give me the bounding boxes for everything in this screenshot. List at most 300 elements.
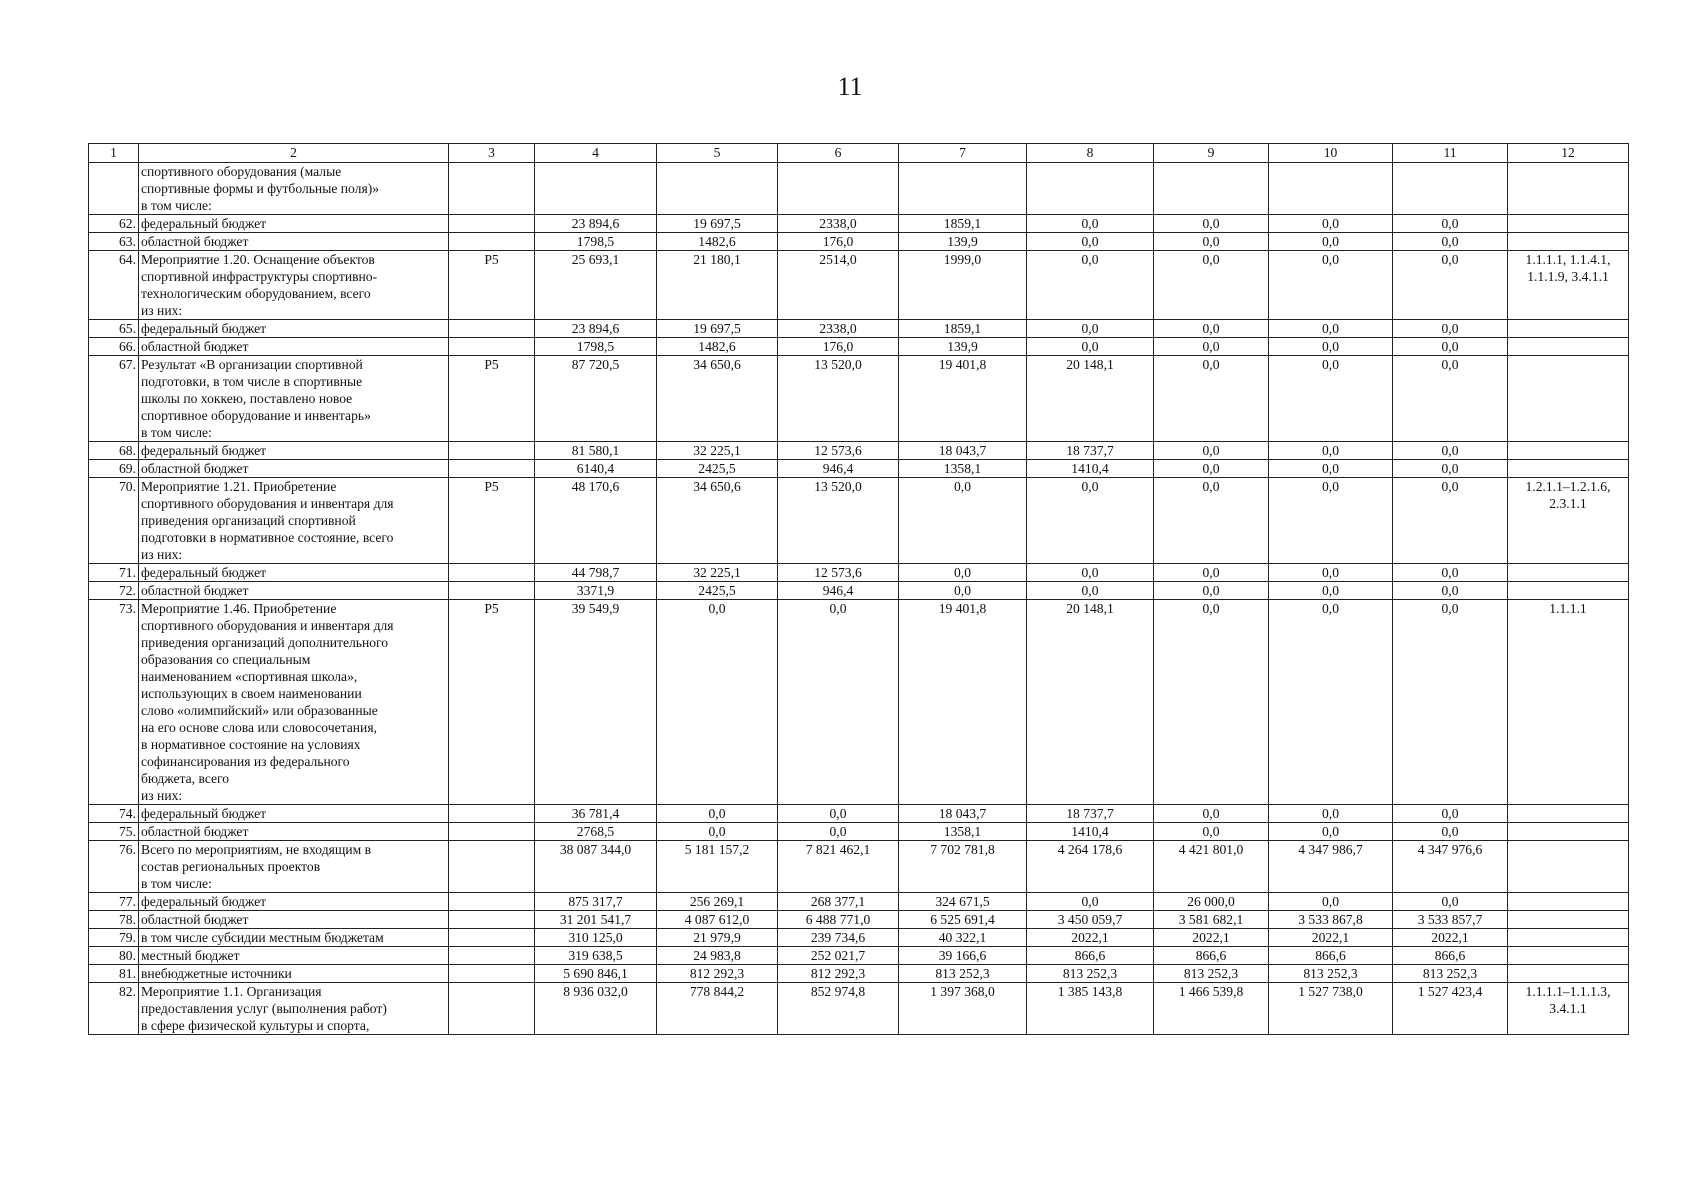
row-name-line: спортивного оборудования и инвентаря для <box>141 496 394 511</box>
row-name-line: в том числе: <box>141 876 212 891</box>
amount-cell: 1482,6 <box>657 233 778 251</box>
amount-cell: 0,0 <box>1154 600 1269 805</box>
target-indicators <box>1508 320 1629 338</box>
amount-cell: 6140,4 <box>535 460 657 478</box>
row-name-line: федеральный бюджет <box>141 565 267 580</box>
table-row <box>89 929 1629 947</box>
amount-cell: 39 166,6 <box>899 947 1027 965</box>
row-name <box>139 338 449 356</box>
amount-cell: 310 125,0 <box>535 929 657 947</box>
amount-cell <box>1027 163 1154 215</box>
row-name <box>139 564 449 582</box>
row-name-line: из них: <box>141 788 183 803</box>
table-row <box>89 805 1629 823</box>
amount-cell: 40 322,1 <box>899 929 1027 947</box>
row-name-line: в нормативное состояние на условиях <box>141 737 361 752</box>
amount-cell: 0,0 <box>1269 823 1393 841</box>
table-row <box>89 841 1629 893</box>
column-number: 1 <box>89 144 139 163</box>
amount-cell: 3 581 682,1 <box>1154 911 1269 929</box>
row-name-line: федеральный бюджет <box>141 443 267 458</box>
row-name-line: софинансирования из федерального <box>141 754 350 769</box>
amount-cell: 23 894,6 <box>535 320 657 338</box>
budget-table <box>88 143 1629 1035</box>
amount-cell: 0,0 <box>1269 893 1393 911</box>
row-name-line: в том числе субсидии местным бюджетам <box>141 930 384 945</box>
amount-cell: 0,0 <box>1154 215 1269 233</box>
target-indicators <box>1508 442 1629 460</box>
amount-cell: 0,0 <box>1154 338 1269 356</box>
row-name <box>139 478 449 564</box>
project-code <box>449 460 535 478</box>
amount-cell: 19 401,8 <box>899 356 1027 442</box>
row-name-line: местный бюджет <box>141 948 240 963</box>
row-name-line: спортивной инфраструктуры спортивно- <box>141 269 378 284</box>
amount-cell: 0,0 <box>1027 478 1154 564</box>
amount-cell: 813 252,3 <box>1154 965 1269 983</box>
table-row <box>89 823 1629 841</box>
amount-cell: 0,0 <box>1393 600 1508 805</box>
amount-cell: 0,0 <box>899 564 1027 582</box>
table-row <box>89 965 1629 983</box>
amount-cell: 0,0 <box>1027 320 1154 338</box>
amount-cell: 44 798,7 <box>535 564 657 582</box>
row-name <box>139 251 449 320</box>
row-name-line: образования со специальным <box>141 652 311 667</box>
amount-cell: 0,0 <box>1269 338 1393 356</box>
amount-cell: 6 488 771,0 <box>778 911 899 929</box>
amount-cell: 0,0 <box>899 478 1027 564</box>
project-code <box>449 564 535 582</box>
row-name-line: Мероприятие 1.1. Организация <box>141 984 322 999</box>
amount-cell: 0,0 <box>1393 320 1508 338</box>
row-name-line: Мероприятие 1.46. Приобретение <box>141 601 337 616</box>
amount-cell: 1358,1 <box>899 460 1027 478</box>
target-indicators <box>1508 823 1629 841</box>
project-code <box>449 805 535 823</box>
column-number: 8 <box>1027 144 1154 163</box>
amount-cell: 0,0 <box>1154 460 1269 478</box>
amount-cell: 23 894,6 <box>535 215 657 233</box>
amount-cell: 0,0 <box>1393 251 1508 320</box>
row-name <box>139 215 449 233</box>
table-row <box>89 478 1629 564</box>
amount-cell: 5 181 157,2 <box>657 841 778 893</box>
row-number: 82. <box>89 983 139 1035</box>
amount-cell: 1482,6 <box>657 338 778 356</box>
target-indicator-line: 2.3.1.1 <box>1549 496 1587 511</box>
row-number <box>89 163 139 215</box>
row-number: 68. <box>89 442 139 460</box>
target-indicators <box>1508 947 1629 965</box>
row-name <box>139 233 449 251</box>
project-code <box>449 965 535 983</box>
amount-cell: 866,6 <box>1393 947 1508 965</box>
target-indicators <box>1508 215 1629 233</box>
amount-cell: 18 043,7 <box>899 442 1027 460</box>
amount-cell: 0,0 <box>1269 251 1393 320</box>
row-name-line: областной бюджет <box>141 234 249 249</box>
target-indicator-line: 1.1.1.1, 1.1.4.1, <box>1525 252 1611 267</box>
row-name-line: в том числе: <box>141 198 212 213</box>
amount-cell: 4 421 801,0 <box>1154 841 1269 893</box>
target-indicator-line: 3.4.1.1 <box>1549 1001 1587 1016</box>
amount-cell: 0,0 <box>1027 582 1154 600</box>
amount-cell: 0,0 <box>1027 893 1154 911</box>
row-name-line: предоставления услуг (выполнения работ) <box>141 1001 387 1016</box>
row-name-line: состав региональных проектов <box>141 859 321 874</box>
amount-cell: 0,0 <box>1269 600 1393 805</box>
row-name <box>139 805 449 823</box>
row-number: 80. <box>89 947 139 965</box>
amount-cell: 38 087 344,0 <box>535 841 657 893</box>
row-name-line: областной бюджет <box>141 912 249 927</box>
target-indicators <box>1508 600 1629 805</box>
project-code <box>449 947 535 965</box>
target-indicator-line: 1.1.1.9, 3.4.1.1 <box>1527 269 1609 284</box>
table-row <box>89 163 1629 215</box>
amount-cell: 256 269,1 <box>657 893 778 911</box>
amount-cell: 0,0 <box>1393 478 1508 564</box>
table-row <box>89 356 1629 442</box>
amount-cell: 0,0 <box>1393 564 1508 582</box>
target-indicators <box>1508 356 1629 442</box>
table-row <box>89 320 1629 338</box>
amount-cell: 946,4 <box>778 460 899 478</box>
amount-cell: 6 525 691,4 <box>899 911 1027 929</box>
row-name-line: спортивное оборудование и инвентарь» <box>141 408 371 423</box>
row-name-line: областной бюджет <box>141 339 249 354</box>
row-name-line: внебюджетные источники <box>141 966 292 981</box>
amount-cell: 32 225,1 <box>657 442 778 460</box>
amount-cell: 1358,1 <box>899 823 1027 841</box>
amount-cell: 866,6 <box>1154 947 1269 965</box>
amount-cell: 1 527 738,0 <box>1269 983 1393 1035</box>
project-code <box>449 320 535 338</box>
column-number: 4 <box>535 144 657 163</box>
row-number: 71. <box>89 564 139 582</box>
table-row <box>89 460 1629 478</box>
amount-cell: 5 690 846,1 <box>535 965 657 983</box>
project-code <box>449 841 535 893</box>
row-number: 64. <box>89 251 139 320</box>
amount-cell: 0,0 <box>1027 215 1154 233</box>
project-code <box>449 233 535 251</box>
amount-cell: 0,0 <box>778 823 899 841</box>
amount-cell: 12 573,6 <box>778 564 899 582</box>
amount-cell: 8 936 032,0 <box>535 983 657 1035</box>
target-indicators <box>1508 251 1629 320</box>
target-indicator-line: 1.2.1.1–1.2.1.6, <box>1525 479 1611 494</box>
amount-cell: 0,0 <box>657 600 778 805</box>
row-name-line: технологическим оборудованием, всего <box>141 286 371 301</box>
row-name-line: Мероприятие 1.21. Приобретение <box>141 479 337 494</box>
target-indicators <box>1508 163 1629 215</box>
project-code: Р5 <box>449 356 535 442</box>
row-number: 65. <box>89 320 139 338</box>
row-name-line: областной бюджет <box>141 461 249 476</box>
project-code <box>449 983 535 1035</box>
amount-cell: 19 697,5 <box>657 215 778 233</box>
target-indicators <box>1508 965 1629 983</box>
row-name <box>139 893 449 911</box>
row-number: 78. <box>89 911 139 929</box>
amount-cell: 1999,0 <box>899 251 1027 320</box>
column-number: 5 <box>657 144 778 163</box>
amount-cell: 324 671,5 <box>899 893 1027 911</box>
row-name-line: спортивные формы и футбольные поля)» <box>141 181 380 196</box>
row-number: 66. <box>89 338 139 356</box>
amount-cell: 31 201 541,7 <box>535 911 657 929</box>
row-name-line: Всего по мероприятиям, не входящим в <box>141 842 372 857</box>
row-name <box>139 965 449 983</box>
amount-cell: 0,0 <box>1269 805 1393 823</box>
amount-cell: 0,0 <box>1393 442 1508 460</box>
row-name <box>139 911 449 929</box>
target-indicators <box>1508 911 1629 929</box>
amount-cell: 18 043,7 <box>899 805 1027 823</box>
amount-cell: 2022,1 <box>1393 929 1508 947</box>
amount-cell: 2338,0 <box>778 320 899 338</box>
amount-cell: 13 520,0 <box>778 356 899 442</box>
row-number: 76. <box>89 841 139 893</box>
row-name-line: федеральный бюджет <box>141 321 267 336</box>
page-number: 11 <box>837 72 863 101</box>
amount-cell: 0,0 <box>1393 356 1508 442</box>
row-name-line: слово «олимпийский» или образованные <box>141 703 378 718</box>
amount-cell: 4 347 976,6 <box>1393 841 1508 893</box>
amount-cell: 0,0 <box>1393 233 1508 251</box>
row-name <box>139 582 449 600</box>
amount-cell: 25 693,1 <box>535 251 657 320</box>
amount-cell: 0,0 <box>1269 233 1393 251</box>
row-name-line: подготовки, в том числе в спортивные <box>141 374 363 389</box>
column-number-row <box>89 144 1629 163</box>
amount-cell: 0,0 <box>1154 320 1269 338</box>
table-row <box>89 338 1629 356</box>
target-indicators <box>1508 564 1629 582</box>
column-number: 3 <box>449 144 535 163</box>
project-code: Р5 <box>449 251 535 320</box>
table-row <box>89 911 1629 929</box>
table-row <box>89 600 1629 805</box>
amount-cell: 7 702 781,8 <box>899 841 1027 893</box>
row-name-line: федеральный бюджет <box>141 894 267 909</box>
amount-cell: 4 347 986,7 <box>1269 841 1393 893</box>
row-name-line: из них: <box>141 547 183 562</box>
project-code <box>449 911 535 929</box>
amount-cell: 252 021,7 <box>778 947 899 965</box>
amount-cell: 0,0 <box>1393 893 1508 911</box>
row-name-line: спортивного оборудования (малые <box>141 164 342 179</box>
row-name-line: наименованием «спортивная школа», <box>141 669 358 684</box>
row-name <box>139 600 449 805</box>
row-name-line: федеральный бюджет <box>141 216 267 231</box>
row-name <box>139 841 449 893</box>
target-indicators <box>1508 582 1629 600</box>
row-number: 72. <box>89 582 139 600</box>
amount-cell: 1859,1 <box>899 215 1027 233</box>
amount-cell: 1 397 368,0 <box>899 983 1027 1035</box>
amount-cell: 0,0 <box>1154 442 1269 460</box>
row-name-line: Мероприятие 1.20. Оснащение объектов <box>141 252 375 267</box>
amount-cell: 0,0 <box>1027 564 1154 582</box>
row-name <box>139 460 449 478</box>
amount-cell: 26 000,0 <box>1154 893 1269 911</box>
amount-cell: 0,0 <box>1393 338 1508 356</box>
row-name <box>139 320 449 338</box>
amount-cell: 813 252,3 <box>1269 965 1393 983</box>
project-code <box>449 442 535 460</box>
amount-cell: 0,0 <box>1154 356 1269 442</box>
amount-cell: 2768,5 <box>535 823 657 841</box>
table-row <box>89 893 1629 911</box>
amount-cell: 866,6 <box>1269 947 1393 965</box>
target-indicators <box>1508 805 1629 823</box>
amount-cell: 813 252,3 <box>1393 965 1508 983</box>
project-code <box>449 338 535 356</box>
row-name-line: спортивного оборудования и инвентаря для <box>141 618 394 633</box>
row-name-line: бюджета, всего <box>141 771 230 786</box>
row-number: 79. <box>89 929 139 947</box>
amount-cell: 1859,1 <box>899 320 1027 338</box>
row-number: 70. <box>89 478 139 564</box>
amount-cell: 18 737,7 <box>1027 442 1154 460</box>
row-name-line: на его основе слова или словосочетания, <box>141 720 377 735</box>
amount-cell: 34 650,6 <box>657 478 778 564</box>
row-name <box>139 442 449 460</box>
amount-cell: 813 252,3 <box>899 965 1027 983</box>
amount-cell: 268 377,1 <box>778 893 899 911</box>
target-indicators <box>1508 929 1629 947</box>
amount-cell: 176,0 <box>778 233 899 251</box>
row-name <box>139 947 449 965</box>
table-row <box>89 251 1629 320</box>
amount-cell: 0,0 <box>1269 442 1393 460</box>
row-name-line: федеральный бюджет <box>141 806 267 821</box>
target-indicators <box>1508 233 1629 251</box>
amount-cell: 20 148,1 <box>1027 600 1154 805</box>
amount-cell: 0,0 <box>1269 582 1393 600</box>
amount-cell <box>899 163 1027 215</box>
amount-cell: 0,0 <box>1393 215 1508 233</box>
amount-cell: 778 844,2 <box>657 983 778 1035</box>
amount-cell: 139,9 <box>899 338 1027 356</box>
table-row <box>89 442 1629 460</box>
row-name-line: использующих в своем наименовании <box>141 686 362 701</box>
target-indicator-line: 1.1.1.1 <box>1549 601 1587 616</box>
project-code <box>449 163 535 215</box>
row-number: 75. <box>89 823 139 841</box>
amount-cell: 875 317,7 <box>535 893 657 911</box>
row-name <box>139 356 449 442</box>
amount-cell <box>1154 163 1269 215</box>
column-number: 6 <box>778 144 899 163</box>
project-code <box>449 215 535 233</box>
project-code <box>449 893 535 911</box>
amount-cell: 20 148,1 <box>1027 356 1154 442</box>
amount-cell: 0,0 <box>1269 320 1393 338</box>
row-number: 67. <box>89 356 139 442</box>
target-indicators <box>1508 338 1629 356</box>
amount-cell: 1798,5 <box>535 233 657 251</box>
target-indicators <box>1508 478 1629 564</box>
amount-cell: 0,0 <box>1027 251 1154 320</box>
amount-cell: 813 252,3 <box>1027 965 1154 983</box>
row-name-line: в том числе: <box>141 425 212 440</box>
amount-cell: 0,0 <box>1027 233 1154 251</box>
amount-cell: 12 573,6 <box>778 442 899 460</box>
project-code <box>449 582 535 600</box>
amount-cell: 139,9 <box>899 233 1027 251</box>
amount-cell: 0,0 <box>1154 805 1269 823</box>
amount-cell: 3 450 059,7 <box>1027 911 1154 929</box>
amount-cell: 4 087 612,0 <box>657 911 778 929</box>
row-name-line: областной бюджет <box>141 583 249 598</box>
amount-cell: 3371,9 <box>535 582 657 600</box>
amount-cell: 21 180,1 <box>657 251 778 320</box>
row-number: 81. <box>89 965 139 983</box>
row-number: 77. <box>89 893 139 911</box>
row-number: 62. <box>89 215 139 233</box>
amount-cell: 946,4 <box>778 582 899 600</box>
amount-cell: 24 983,8 <box>657 947 778 965</box>
amount-cell: 852 974,8 <box>778 983 899 1035</box>
project-code <box>449 929 535 947</box>
amount-cell: 19 697,5 <box>657 320 778 338</box>
amount-cell <box>535 163 657 215</box>
amount-cell: 1 527 423,4 <box>1393 983 1508 1035</box>
amount-cell: 0,0 <box>1393 582 1508 600</box>
amount-cell: 2022,1 <box>1027 929 1154 947</box>
amount-cell: 2022,1 <box>1269 929 1393 947</box>
amount-cell: 48 170,6 <box>535 478 657 564</box>
row-number: 69. <box>89 460 139 478</box>
amount-cell <box>778 163 899 215</box>
target-indicators <box>1508 893 1629 911</box>
amount-cell: 0,0 <box>1154 478 1269 564</box>
amount-cell: 1410,4 <box>1027 460 1154 478</box>
row-name-line: приведения организаций дополнительного <box>141 635 389 650</box>
column-number: 9 <box>1154 144 1269 163</box>
column-number: 11 <box>1393 144 1508 163</box>
row-name-line: областной бюджет <box>141 824 249 839</box>
target-indicator-line: 1.1.1.1–1.1.1.3, <box>1525 984 1611 999</box>
amount-cell: 19 401,8 <box>899 600 1027 805</box>
amount-cell: 866,6 <box>1027 947 1154 965</box>
amount-cell: 0,0 <box>1393 823 1508 841</box>
target-indicators <box>1508 460 1629 478</box>
row-name-line: приведения организаций спортивной <box>141 513 356 528</box>
table-row <box>89 233 1629 251</box>
table-row <box>89 983 1629 1035</box>
table-row <box>89 215 1629 233</box>
row-name <box>139 983 449 1035</box>
amount-cell: 4 264 178,6 <box>1027 841 1154 893</box>
amount-cell: 0,0 <box>1269 460 1393 478</box>
row-number: 73. <box>89 600 139 805</box>
amount-cell: 2022,1 <box>1154 929 1269 947</box>
amount-cell: 87 720,5 <box>535 356 657 442</box>
row-number: 74. <box>89 805 139 823</box>
column-number: 7 <box>899 144 1027 163</box>
amount-cell: 32 225,1 <box>657 564 778 582</box>
project-code: Р5 <box>449 478 535 564</box>
row-name-line: из них: <box>141 303 183 318</box>
amount-cell <box>1269 163 1393 215</box>
row-name <box>139 929 449 947</box>
amount-cell: 0,0 <box>1269 478 1393 564</box>
